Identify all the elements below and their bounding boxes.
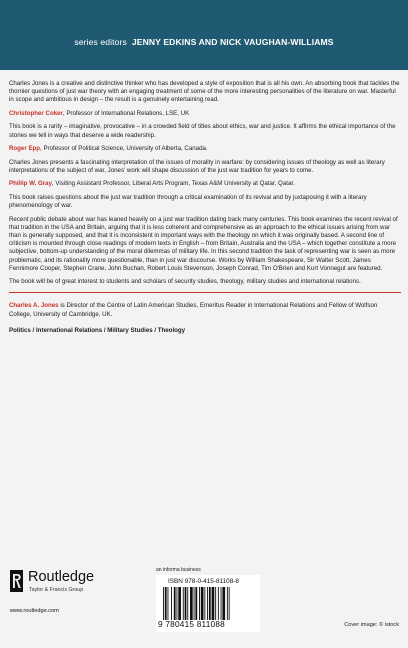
- endorsement-attribution-1: [9, 110, 401, 118]
- back-cover-text: [9, 80, 401, 340]
- endorser-affiliation-1: , Professor of International Relations, LSE, UK: [62, 109, 190, 117]
- series-editors-prefix: series editors: [74, 37, 127, 47]
- author-bio: [9, 302, 401, 318]
- section-divider: [9, 292, 401, 293]
- publisher-name: Routledge: [28, 569, 95, 585]
- publisher-url: www.routledge.com: [10, 608, 59, 614]
- endorsement-quote-2: This book is a rarity – imaginative, provocative – in a crowded field of titles about ethics, war and justice. It affirms the ethical importance of the stories we tell in ways that deserve a wide readership.: [9, 123, 396, 139]
- endorsement-quote-3: Charles Jones presents a fascinating interpretation of the issues of morality in warfare: by considering issues of theology as well as literary interpretations of the subject of war, Jones' work will shape discussion of the just war tradition for years to come.: [9, 158, 385, 174]
- endorsement-attribution-2: [9, 145, 401, 153]
- cover-image-credit: Cover image: © istock: [344, 622, 399, 628]
- endorser-name-3: Phillip W. Gray: [9, 180, 52, 188]
- informa-business-line: an informa business: [156, 567, 201, 573]
- description-paragraph-2: Recent public debate about war has leaned heavily on a just war tradition dating back many centuries. This book examines the recent revival of that tradition in the USA and Britain, arguing that it is less coherent and comprehensive as an approach to the ethical issues arising from war than is generally supposed, and that it is inconsistent in important ways with the theology on which it was originally based. A second line of criticism is mounted through close readings of modern texts in English – from Britain, Australia and the USA – which together constitute a more subjective, bottom-up understanding of the moral dilemmas of military life. In this second tradition the task of representing war is seen as more problematic, and its rationality more questionable, than in just war discourse. Works by William Shakespeare, Sir Walter Scott, James Fennimore Cooper, Stephen Crane, John Buchan, Robert Louis Stevenson, Joseph Conrad, Tim O'Brien and Kurt Vonnegut are featured.: [9, 215, 398, 272]
- isbn-barcode-box: [156, 575, 260, 632]
- endorser-affiliation-3: , Visiting Assistant Professor, Liberal Arts Program, Texas A&M University at Qatar, Qatar.: [52, 180, 295, 188]
- series-editors-names: JENNY EDKINS AND NICK VAUGHAN-WILLIAMS: [131, 37, 334, 47]
- publisher-group: Taylor & Francis Group: [29, 587, 84, 593]
- subject-categories: Politics / International Relations / Military Studies / Theology: [9, 326, 186, 334]
- endorser-affiliation-2: , Professor of Political Science, University of Alberta, Canada.: [40, 145, 208, 153]
- isbn-text: ISBN 978-0-415-81108-8: [168, 578, 239, 585]
- series-header: [0, 0, 408, 70]
- endorser-name-1: Christopher Coker: [9, 109, 63, 117]
- author-bio-text: is Director of the Centre of Latin American Studies, Emeritus Reader in International Relations and Fellow of Wolfson College, University of Cambridge, UK.: [9, 302, 378, 318]
- endorsement-quote-1: Charles Jones is a creative and distinctive thinker who has developed a style of exposition that is all his own. An absorbing book that tackles the thornier questions of just war theory with an engaging treatment of some of the more interesting personalities of the literature on war. Masterful in scope and ambitious in design – the result is a genuinely entertaining read.: [9, 80, 400, 104]
- series-editors-line: [0, 37, 408, 47]
- barcode-digits: 9 780415 811088: [158, 619, 225, 629]
- author-name: Charles A. Jones: [9, 302, 59, 310]
- endorsement-attribution-3: [9, 180, 401, 188]
- barcode: [162, 587, 254, 620]
- description-paragraph-3: The book will be of great interest to students and scholars of security studies, theology, military studies and international relations.: [9, 278, 361, 286]
- description-paragraph-1: This book raises questions about the just war tradition through a critical examination of its revival and by juxtaposing it with a literary phenomenology of war.: [9, 193, 367, 210]
- routledge-r-icon: [10, 570, 23, 592]
- endorser-name-2: Roger Epp: [9, 145, 41, 153]
